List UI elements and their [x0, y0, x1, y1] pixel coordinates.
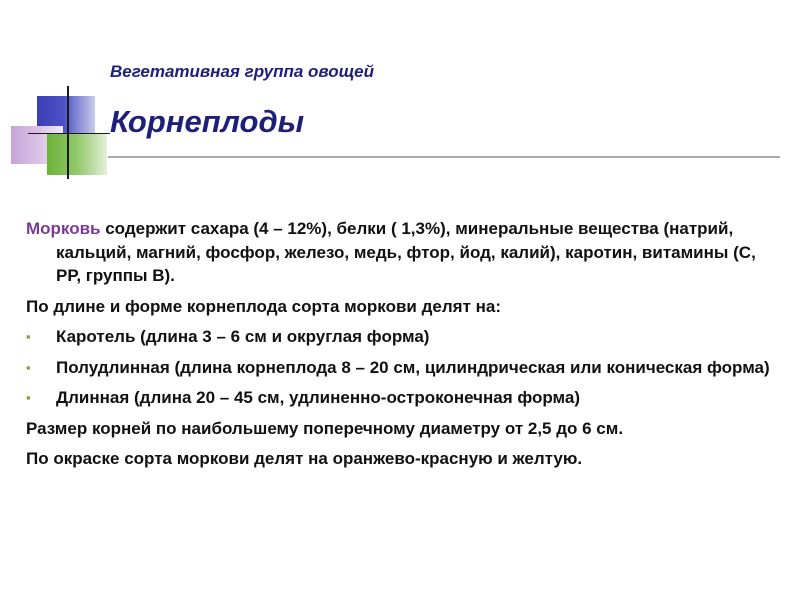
slide-body — [26, 217, 776, 478]
list-item-text: Каротель (длина 3 – 6 см и округлая форма) — [56, 327, 430, 346]
slide-title: Корнеплоды — [110, 104, 305, 139]
color-split-paragraph: По окраске сорта моркови делят на оранжево-красную и желтую. — [26, 449, 583, 468]
slide-subtitle: Вегетативная группа овощей — [110, 62, 374, 81]
bullet-icon: ▪ — [26, 329, 31, 344]
list-item — [26, 386, 776, 410]
list-item — [26, 325, 776, 349]
list-item-text: Длинная (длина 20 – 45 см, удлиненно-остроконечная форма) — [56, 388, 581, 407]
intro-text: содержит сахара (4 – 12%), белки ( 1,3%), минеральные вещества (натрий, кальций, магний, фосфор, железо, медь, фтор, йод, калий), каротин, витамины (С, РР, группы В). — [56, 219, 756, 285]
list-item — [26, 356, 776, 380]
root-size-paragraph: Размер корней по наибольшему поперечному диаметру от 2,5 до 6 см. — [26, 418, 624, 438]
intro-paragraph — [26, 217, 776, 288]
title-divider — [108, 156, 780, 158]
bullet-icon: ▪ — [26, 390, 31, 405]
list-item-text: Полудлинная (длина корнеплода 8 – 20 см, цилиндрическая или коническая форма) — [56, 357, 770, 377]
decor-horizontal-line — [28, 133, 110, 134]
intro-term: Морковь — [26, 219, 101, 238]
decor-square-green — [47, 133, 107, 175]
classification-lead: По длине и форме корнеплода сорта моркови делят на: — [26, 296, 501, 316]
bullet-icon: ▪ — [26, 359, 31, 375]
